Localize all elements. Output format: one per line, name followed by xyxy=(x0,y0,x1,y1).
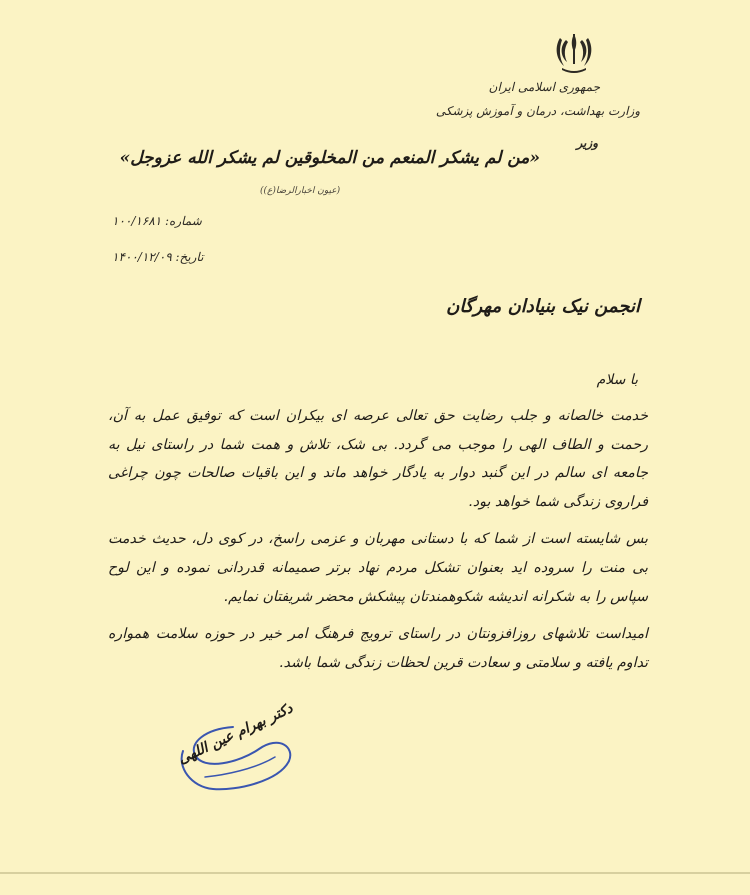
body-paragraph-2: بس شایسته است از شما که با دستانی مهربان و عزمی راسخ، در کوی دل، حدیث خدمت بی منت را سروده اید بعنوان تشکل مردم نهاد برتر صمیمانه قدردانی نموده و این لوح سپاس را به شکرانه اندیشه شکوهمندتان پیشکش محضر شریفتان نمایم. xyxy=(108,531,648,605)
letter-date xyxy=(112,250,203,264)
body-paragraph-1: خدمت خالصانه و جلب رضایت حق تعالی عرصه ای بیکران است که توفیق عمل به آن، رحمت و الطاف الهی را موجب می گردد. بی شک، تلاش و همت شما در راستای نیل به جامعه ای سالم در این گنبد دوار به یادگار خواهد ماند و این باقیات صالحات چون چراغی فراروی زندگی شما خواهد بود. xyxy=(108,408,648,510)
hadith-source: (عیون اخبارالرضا(ع)) xyxy=(260,186,341,196)
letter-body xyxy=(108,402,648,677)
signatory-name: دکتر بهرام عین اللهی xyxy=(175,700,296,768)
signature-block xyxy=(175,700,305,795)
number-value: ۱۰۰/۱۶۸۱ xyxy=(112,214,162,228)
greeting: با سلام xyxy=(596,372,638,388)
body-paragraph-3: امیداست تلاشهای روزافزونتان در راستای ترویج فرهنگ امر خیر در حوزه سلامت همواره تداوم یافته و سلامتی و سعادت قرین لحظات زندگی شما باشد. xyxy=(108,626,648,671)
letter-number xyxy=(112,214,202,228)
number-label: شماره: xyxy=(165,214,202,228)
date-value: ۱۴۰۰/۱۲/۰۹ xyxy=(112,250,172,264)
iran-emblem-icon xyxy=(552,30,596,76)
country-name: جمهوری اسلامی ایران xyxy=(488,80,600,94)
ministry-name: وزارت بهداشت، درمان و آموزش پزشکی xyxy=(435,104,640,118)
addressee: انجمن نیک بنیادان مهرگان xyxy=(446,296,640,317)
hadith-verse: «من لم یشکر المنعم من المخلوقین لم یشکر الله عزوجل» xyxy=(119,148,540,168)
page-divider xyxy=(0,872,750,874)
office-title: وزیر xyxy=(576,136,598,150)
date-label: تاریخ: xyxy=(175,250,204,264)
